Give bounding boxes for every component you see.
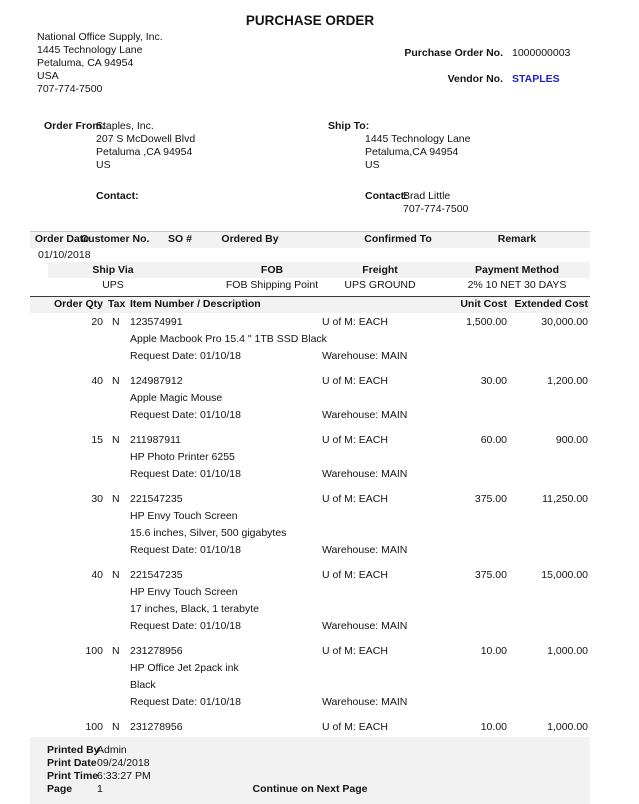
company-phone: 707-774-7500 (37, 83, 103, 95)
item-request-date: Request Date: 01/10/18 (130, 544, 241, 556)
fob-header: FOB (260, 264, 284, 276)
item-number: 211987911 (130, 434, 181, 446)
fob-value: FOB Shipping Point (225, 279, 319, 291)
item-uom: U of M: EACH (322, 721, 388, 733)
ordered-by-header: Ordered By (221, 233, 279, 245)
item-tax: N (112, 316, 120, 328)
ship-via-header: Ship Via (92, 264, 134, 276)
item-request-date: Request Date: 01/10/18 (130, 620, 241, 632)
item-qty: 20 (91, 316, 103, 328)
ship-to-contact-label: Contact: (365, 190, 408, 202)
item-unit-cost: 10.00 (480, 645, 507, 657)
item-extended-cost: 1,200.00 (547, 375, 588, 387)
customer-no-header: Customer No. (80, 233, 150, 245)
payment-method-header: Payment Method (474, 264, 560, 276)
item-description: HP Envy Touch Screen (130, 586, 238, 598)
item-request-line (30, 618, 590, 635)
company-name: National Office Supply, Inc. (37, 31, 163, 43)
vendor-number-value: STAPLES (512, 73, 560, 85)
item-warehouse: Warehouse: MAIN (322, 350, 408, 362)
item-request-date: Request Date: 01/10/18 (130, 696, 241, 708)
item-number: 123574991 (130, 316, 183, 328)
item-warehouse: Warehouse: MAIN (322, 468, 408, 480)
payment-method-value: 2% 10 NET 30 DAYS (467, 279, 567, 291)
item-request-line (30, 466, 590, 483)
po-number-label: Purchase Order No. (404, 47, 503, 59)
freight-value: UPS GROUND (344, 279, 416, 291)
ship-to-label: Ship To: (328, 120, 370, 132)
item-qty: 40 (91, 375, 103, 387)
line-item-row (30, 373, 590, 424)
print-time-label: Print Time (47, 770, 99, 782)
order-date-header: Order Date (34, 233, 90, 245)
item-warehouse: Warehouse: MAIN (322, 544, 408, 556)
item-uom: U of M: EACH (322, 493, 388, 505)
print-date-value: 09/24/2018 (97, 757, 150, 769)
item-description-line2: 17 inches, Black, 1 terabyte (130, 603, 259, 615)
item-extended-cost: 1,000.00 (547, 645, 588, 657)
item-description: HP Office Jet 2pack ink (130, 662, 239, 674)
item-qty: 100 (85, 645, 103, 657)
item-qty: 30 (91, 493, 103, 505)
ship-to-contact-name: Brad Little (403, 190, 451, 202)
item-uom: U of M: EACH (322, 375, 388, 387)
item-warehouse: Warehouse: MAIN (322, 696, 408, 708)
line-items-list (30, 314, 590, 744)
line-item-row (30, 643, 590, 711)
po-number-row (330, 47, 570, 59)
item-extended-cost: 900.00 (555, 434, 588, 446)
continue-next-page-text: Continue on Next Page (252, 783, 368, 795)
order-from-street: 207 S McDowell Blvd (96, 133, 196, 145)
item-request-date: Request Date: 01/10/18 (130, 409, 241, 421)
item-uom: U of M: EACH (322, 316, 388, 328)
item-tax: N (112, 493, 120, 505)
ship-via-value: UPS (102, 279, 124, 291)
item-uom: U of M: EACH (322, 645, 388, 657)
company-country: USA (37, 70, 59, 82)
company-address-block (37, 31, 163, 96)
line-item-row (30, 491, 590, 559)
order-from-contact-label: Contact: (96, 190, 139, 202)
ship-to-address-block (365, 133, 470, 172)
order-from-city: Petaluma ,CA 94954 (96, 146, 193, 158)
item-number: 231278956 (130, 721, 183, 733)
vendor-number-row (330, 73, 560, 85)
item-warehouse: Warehouse: MAIN (322, 409, 408, 421)
item-extended-cost: 30,000.00 (541, 316, 588, 328)
item-main-line (30, 373, 590, 390)
item-number: 231278956 (130, 645, 183, 657)
item-number: 221547235 (130, 493, 183, 505)
item-tax: N (112, 375, 120, 387)
item-extended-cost: 1,000.00 (547, 721, 588, 733)
report-footer (30, 737, 590, 804)
item-main-line (30, 432, 590, 449)
order-qty-header: Order Qty (53, 298, 103, 310)
print-date-row (30, 757, 590, 770)
item-request-date: Request Date: 01/10/18 (130, 350, 241, 362)
vendor-number-label: Vendor No. (447, 73, 503, 85)
item-qty: 40 (91, 569, 103, 581)
item-main-line (30, 314, 590, 331)
page-label: Page (47, 783, 73, 795)
item-description: Apple Macbook Pro 15.4 " 1TB SSD Black (130, 333, 327, 345)
item-request-line (30, 694, 590, 711)
item-tax: N (112, 721, 120, 733)
line-item-row (30, 314, 590, 365)
ship-to-street: 1445 Technology Lane (365, 133, 471, 145)
item-unit-cost: 60.00 (480, 434, 507, 446)
line-item-row-partial (30, 719, 590, 736)
item-number: 124987912 (130, 375, 183, 387)
printed-by-row (30, 744, 590, 757)
freight-header: Freight (362, 264, 398, 276)
page-number: 1 (97, 783, 103, 795)
item-request-line (30, 542, 590, 559)
item-uom: U of M: EACH (322, 569, 388, 581)
item-request-line (30, 348, 590, 365)
item-tax: N (112, 569, 120, 581)
item-unit-cost: 375.00 (474, 569, 507, 581)
po-number-value: 1000000003 (512, 47, 571, 59)
item-qty: 100 (85, 721, 103, 733)
tax-header: Tax (108, 298, 126, 310)
page-title: PURCHASE ORDER (245, 13, 375, 28)
extended-cost-header: Extended Cost (514, 298, 588, 310)
print-date-label: Print Date (47, 757, 97, 769)
item-unit-cost: 375.00 (474, 493, 507, 505)
printed-by-value: Admin (97, 744, 127, 756)
item-warehouse: Warehouse: MAIN (322, 620, 408, 632)
item-number-header: Item Number / Description (130, 298, 261, 310)
ship-to-city: Petaluma,CA 94954 (365, 146, 459, 158)
ship-to-country: US (365, 159, 380, 171)
line-item-row (30, 567, 590, 635)
order-from-name: Staples, Inc. (96, 120, 154, 132)
unit-cost-header: Unit Cost (460, 298, 507, 310)
printed-by-label: Printed By (47, 744, 100, 756)
item-number: 221547235 (130, 569, 183, 581)
item-description: HP Envy Touch Screen (130, 510, 238, 522)
item-description: HP Photo Printer 6255 (130, 451, 235, 463)
company-address-line2: Petaluma, CA 94954 (37, 57, 134, 69)
item-uom: U of M: EACH (322, 434, 388, 446)
item-qty: 15 (91, 434, 103, 446)
item-description-line2: Black (130, 679, 156, 691)
item-unit-cost: 30.00 (480, 375, 507, 387)
item-description: Apple Magic Mouse (130, 392, 223, 404)
confirmed-to-header: Confirmed To (364, 233, 432, 245)
order-from-address-block (96, 120, 195, 172)
item-extended-cost: 15,000.00 (541, 569, 588, 581)
item-main-line (30, 719, 590, 736)
item-main-line (30, 491, 590, 508)
company-address-line1: 1445 Technology Lane (37, 44, 143, 56)
item-main-line (30, 567, 590, 584)
item-tax: N (112, 645, 120, 657)
print-time-row (30, 770, 590, 783)
order-date-value: 01/10/2018 (38, 249, 91, 261)
remark-header: Remark (497, 233, 537, 245)
item-main-line (30, 643, 590, 660)
item-extended-cost: 11,250.00 (542, 493, 588, 505)
order-from-country: US (96, 159, 111, 171)
so-number-header: SO # (168, 233, 192, 245)
ship-to-contact-phone: 707-774-7500 (403, 203, 469, 215)
order-from-label: Order From: (44, 120, 106, 132)
item-request-date: Request Date: 01/10/18 (130, 468, 241, 480)
item-unit-cost: 1,500.00 (466, 316, 507, 328)
item-request-line (30, 407, 590, 424)
item-description-line2: 15.6 inches, Silver, 500 gigabytes (130, 527, 287, 539)
item-tax: N (112, 434, 120, 446)
line-item-row (30, 432, 590, 483)
item-unit-cost: 10.00 (480, 721, 507, 733)
print-time-value: 6:33:27 PM (97, 770, 151, 782)
